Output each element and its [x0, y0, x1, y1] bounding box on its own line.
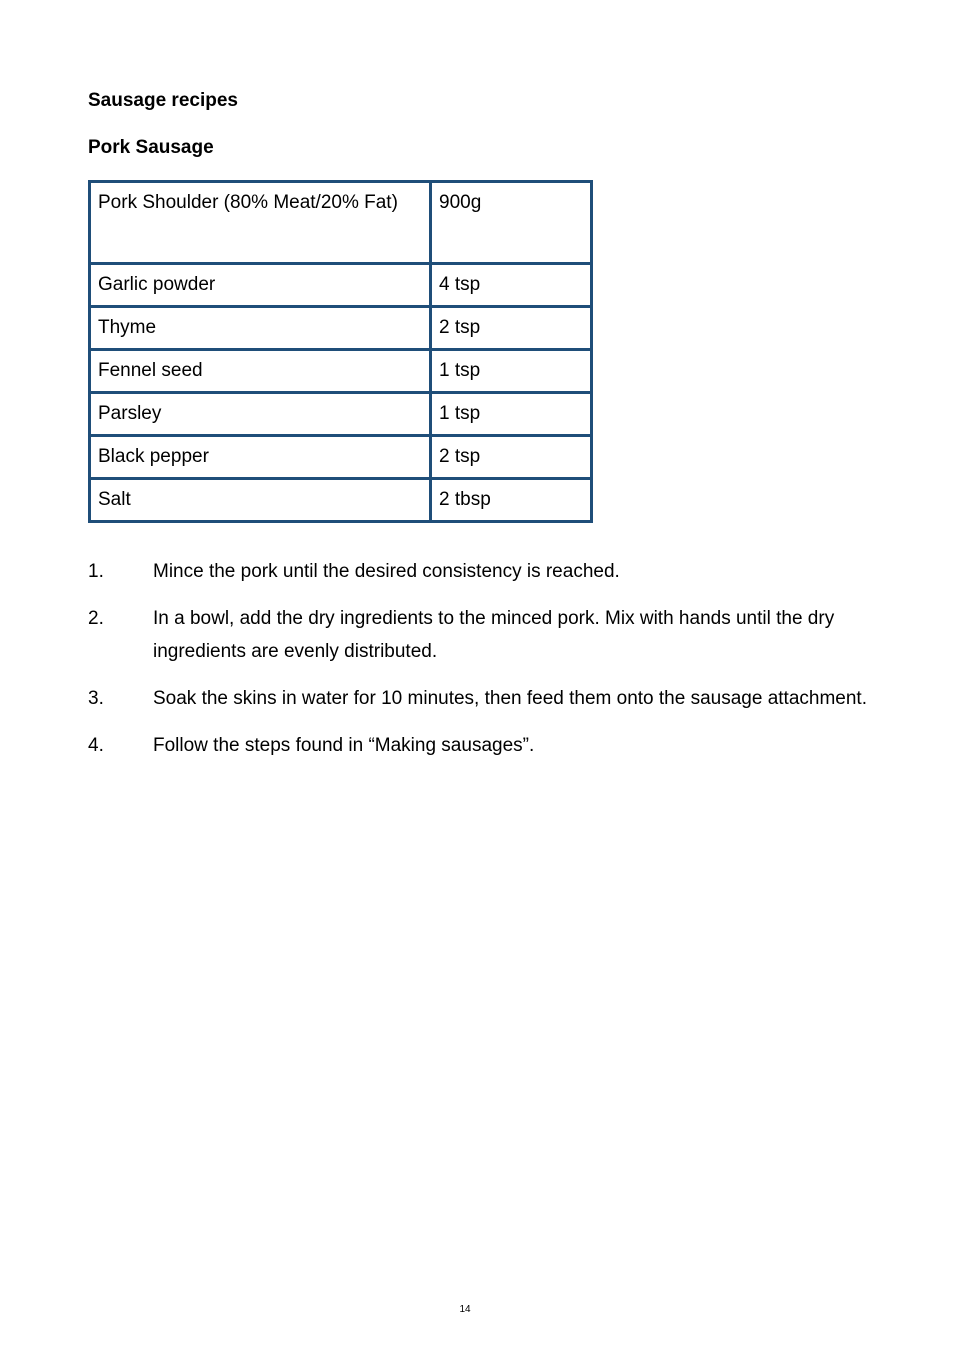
ingredient-row — [90, 479, 592, 522]
ingredient-amount: 1 tsp — [431, 393, 592, 436]
step-text: Soak the skins in water for 10 minutes, then feed them onto the sausage attachment. — [153, 688, 867, 709]
recipe-title: Pork Sausage — [88, 137, 214, 158]
ingredient-row — [90, 436, 592, 479]
method-step — [88, 729, 868, 762]
ingredient-name: Parsley — [90, 393, 431, 436]
ingredient-row — [90, 350, 592, 393]
ingredient-amount: 900g — [431, 182, 592, 264]
ingredient-row — [90, 182, 592, 264]
ingredient-name: Pork Shoulder (80% Meat/20% Fat) — [90, 182, 431, 264]
ingredient-row — [90, 393, 592, 436]
method-step — [88, 682, 868, 715]
step-text: In a bowl, add the dry ingredients to the minced pork. Mix with hands until the dry ingredients are evenly distributed. — [153, 608, 835, 662]
ingredient-amount: 2 tsp — [431, 436, 592, 479]
step-number: 1. — [88, 561, 104, 582]
ingredient-name: Salt — [90, 479, 431, 522]
ingredient-amount: 4 tsp — [431, 264, 592, 307]
method-step — [88, 555, 868, 588]
step-number: 4. — [88, 735, 104, 756]
document-title: Sausage recipes — [88, 90, 238, 111]
ingredient-name: Garlic powder — [90, 264, 431, 307]
ingredient-amount: 1 tsp — [431, 350, 592, 393]
method-step — [88, 602, 868, 668]
ingredient-name: Fennel seed — [90, 350, 431, 393]
step-number: 3. — [88, 688, 104, 709]
step-text: Follow the steps found in “Making sausages”. — [153, 735, 535, 756]
ingredient-row — [90, 264, 592, 307]
ingredient-name: Thyme — [90, 307, 431, 350]
ingredients-table — [88, 180, 593, 523]
method-steps-list — [88, 555, 868, 776]
ingredient-name: Black pepper — [90, 436, 431, 479]
ingredient-amount: 2 tsp — [431, 307, 592, 350]
step-text: Mince the pork until the desired consistency is reached. — [153, 561, 620, 582]
ingredient-amount: 2 tbsp — [431, 479, 592, 522]
step-number: 2. — [88, 608, 104, 629]
page-number: 14 — [459, 1304, 471, 1315]
ingredient-row — [90, 307, 592, 350]
